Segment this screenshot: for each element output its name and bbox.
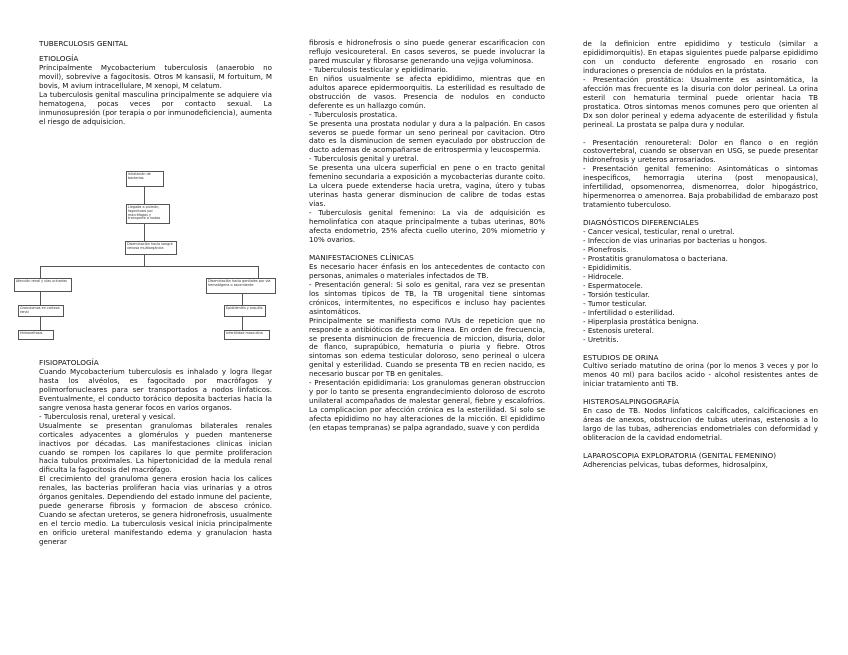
- diagnostico-item: - Hidrocele.: [583, 271, 624, 281]
- col2-paragraph: - Tuberculosis testicular y epididimario.: [309, 64, 448, 74]
- flowchart-label: Llegada a pulmón, fagocitosis por macrófagos y transporte a nodos: [128, 205, 161, 221]
- diagnostico-item: - Infeccion de vias urinarias por bacterias u hongos.: [583, 236, 768, 246]
- flowchart-box: [126, 171, 164, 187]
- col3-paragraph: - Presentación renoureteral: Dolor en flanco o en región costovertebral, cuando se observan en USG, se puede presentar hidronefrosis y ureteros arrosariados.: [583, 137, 818, 165]
- col2-paragraph: Se presenta una prostata nodular y dura a la palpación. En casos severos se puede formar un seno perineal por cavitacion. Otro dato es la disminucion de semen eyaculado por obstruccion de ducto ademas de acompañarse de eritrospermia y leucospermia.: [309, 118, 545, 155]
- manifestaciones-paragraph: Es necesario hacer énfasis en los antecedentes de contacto con personas, animales o materiales infectados de TB.: [309, 261, 545, 280]
- laparoscopia-heading: LAPAROSCOPIA EXPLORATORIA (GENITAL FEMENINO): [583, 451, 777, 461]
- diagnostico-item: - Hiperplasia prostática benigna.: [583, 316, 699, 326]
- col3-paragraph: de la definicion entre epididimo y testiculo (similar a epididimorquitis). En etapas siguientes puede palparse epididimo con un conducto deferente engrosado en rosario con induraciones o presencia de nódulos en la próstata.: [583, 39, 818, 75]
- column-2: [309, 39, 545, 433]
- diagnostico-item: - Torsión testicular.: [583, 289, 650, 299]
- histerosalpingografia-paragraph: En caso de TB. Nodos linfaticos calcificados, calcificaciones en áreas de anexos, obstruccion de tubas uterinas, estenosis a lo largo de las tubas, adherencias endometriales con deformidad y obliteracion de la cavidad endometrial.: [583, 406, 818, 443]
- estudios-orina-heading: ESTUDIOS DE ORINA: [583, 352, 659, 362]
- column-3: [583, 40, 818, 470]
- flowchart-box: [18, 330, 54, 340]
- flowchart-box: [125, 241, 177, 255]
- fisiopatologia-paragraph-1: Cuando Mycobacterium tuberculosis es inhalado y logra llegar hasta los alvéolos, es fagocitado por macrófagos y polimorfonucleares para ser transportados a nodos linfaticos. Eventualmente, el conducto torácico deposita bacterias hacia la sangre venosa hasta generar focos en varios organos.: [39, 366, 272, 412]
- col2-paragraph: fibrosis e hidronefrosis o sino puede generar escarificacion con reflujo vesicoureteral. En casos severos, se puede involucrar la pared muscular y fibrosarse generando una vejiga voluminosa.: [309, 38, 545, 65]
- flowchart-box: [224, 330, 270, 340]
- col2-paragraph: En niños usualmente se afecta epididimo, mientras que en adultos aparece epidermoorquitis. La esterilidad es resultado de obstrucción de vasos. Presencia de nodulos en conducto deferente es un hallazgo común.: [309, 73, 545, 110]
- manifestaciones-paragraph: - Presentación epididimaria: Los granulomas generan obstruccion y por lo tanto se presenta engrandecimiento doloroso de escroto unilateral acompañados de malestar general, fiebre y escalofrios. La complicacion por afección crónica es la esterilidad. Si solo se afecta epididimo no hay alteraciones de la micción. El epididimo (en etapas tempranas) se palpa agrandado, suave y con perdida: [309, 378, 545, 433]
- diagnostico-item: - Tumor testicular.: [583, 298, 647, 308]
- flowchart-label: Diseminación hacia genitales por vía hematógena o ascendente: [208, 279, 271, 287]
- diagnostico-item: - Prostatitis granulomatosa o bacteriana.: [583, 253, 728, 263]
- col3-paragraph: - Presentación prostática: Usualmente es asintomática, la afección mas frecuente es la disuria con dolor perineal. La orina esteril con hematuria terminal puede orientar hacia TB prostatica. Otros sintomas menos comunes pero que orienten al Dx son dolor perineal y edema adyacente de esterilidad y fistula perineal. La prostata se palpa dura y nodular.: [583, 74, 818, 129]
- manifestaciones-paragraph: Principalmente se manifiesta como IVUs de repeticion que no responde a antibióticos de primera linea. En orden de frecuencia, se presenta disminucion de frecuencia de miccion, disuria, dolor de flanco, suprapúbico, hematuria o piuria y fiebre. Otros sintomas son edema testicular doloroso, seno perineal o ulcera genital y esterilidad. Cuando se presenta TB en recien nacido, es necesario buscar por TB en genitales.: [309, 315, 545, 379]
- diagnostico-item: - Pionefrosis.: [583, 245, 629, 255]
- col2-paragraph: - Tuberculosis genital femenino: La via de adquisición es hemolinfatica con ataque principalmente a tubas uterinas, 80% afecta endometrio, 25% afecta cuello uterino, 20% miometrio y 10% ovarios.: [309, 208, 545, 244]
- column-1-lower: [39, 359, 272, 547]
- document-title: TUBERCULOSIS GENITAL: [39, 39, 128, 48]
- etiologia-paragraph-1: Principalmente Mycobacterium tuberculosis (anaerobio no movil), sobrevive a fagocitosis. Otros M kansasii, M fortuitum, M bovis, M avium intracellulare, M xenopi, M celatum.: [39, 62, 272, 90]
- fisiopatologia-paragraph-2: - Tuberculosis renal, ureteral y vesical.: [39, 411, 176, 421]
- diagnostico-item: - Cancer vesical, testicular, renal o uretral.: [583, 227, 735, 237]
- flowchart-label: Epididimitis y orquitis: [226, 306, 263, 310]
- diagnostico-item: - Infertilidad o esterilidad.: [583, 307, 675, 317]
- laparoscopia-paragraph: Adherencias pelvicas, tubas deformes, hidrosalpinx,: [583, 460, 768, 470]
- flowchart-box: [126, 204, 170, 224]
- flowchart-label: Inhalación de bacterias: [128, 172, 151, 180]
- pathophysiology-flowchart: [12, 165, 282, 345]
- flowchart-box: [206, 278, 276, 294]
- flowchart-box: [14, 278, 72, 292]
- histerosalpingografia-heading: HISTEROSALPINGOGRAFÍA: [583, 397, 680, 407]
- col3-paragraph: - Presentación genital femenino: Asintomáticas o sintomas inespecificos, hemorragia uterina (post menopausica), infertilidad, opsomenorrea, dismenorrea, dolor hipogástrico, hipermenorrea o amenorrea. Baja probabilidad de embarazo post tratamiento tuberculoso.: [583, 164, 818, 210]
- diagnostico-item: - Espermatocele.: [583, 280, 643, 290]
- diagnostico-item: - Estenosis ureteral.: [583, 325, 654, 335]
- manifestaciones-paragraph: - Presentación general: Si solo es genital, rara vez se presentan los sintomas tipicos de TB, la TB urogenital tiene sintomas crónicos, intermitentes, no especificos e incluso hay pacientes asintomáticos.: [309, 279, 545, 316]
- flowchart-label: Diseminación hacia sangre venosa multiorgánica: [127, 242, 173, 250]
- etiologia-heading: ETIOLOGÍA: [39, 53, 79, 63]
- column-1: [39, 40, 272, 127]
- estudios-orina-paragraph: Cultivo seriado matutino de orina (por lo menos 3 veces y por lo menos 40 ml) para bacilos acido - alcohol resistentes antes de iniciar tratamiento anti TB.: [583, 361, 818, 389]
- col2-paragraph: Se presenta una ulcera superficial en pene o en tracto genital femenino secundaria a exposición a mycobacterias durante coito. La ulcera puede extenderse hacia uretra, vagina, útero y tubas uterinas hasta generar disminucion de calibre de todas estas vias.: [309, 163, 545, 209]
- flowchart-label: Hidronefrosis: [20, 331, 43, 335]
- diagnostico-item: - Uretritis.: [583, 334, 619, 344]
- flowchart-label: Infertilidad masculina: [226, 331, 263, 335]
- flowchart-label: Afección renal y vías urinarias: [16, 279, 67, 283]
- fisiopatologia-heading: FISIOPATOLOGÍA: [39, 358, 99, 367]
- diagnosticos-list: [583, 228, 818, 344]
- fisiopatologia-paragraph-3: Usualmente se presentan granulomas bilaterales renales corticales adyacentes a glomérulos y pueden mantenerse inactivos por décadas. Las manifestaciones clinicas inician cuando se rompen los capilares lo que permite proliferacion hacia tubulos proximales. La hipertonicidad de la medula renal dificulta la fagocitosis del macrófago.: [39, 420, 272, 475]
- diagnostico-item: - Epididimitis.: [583, 262, 632, 272]
- fisiopatologia-paragraph-4: El crecimiento del granuloma genera erosion hacia los calices renales, las bacterias proliferan hacia vias urinarias y a otros órganos genitales. Dependiendo del estado inmune del paciente, puede generarse fibrosis y formacion de absceso crónico. Cuando se afectan ureteros, se genera hidronefrosis, usualmente en el tercio medio. La tuberculosis vesical inicia principalmente en orificio ureteral manifestando edema y granulacion hasta generar: [39, 474, 272, 547]
- manifestaciones-heading: MANIFESTACIONES CLÍNICAS: [309, 252, 414, 262]
- etiologia-paragraph-2: La tuberculosis genital masculina principalmente se adquiere via hematogena, pocas veces por contacto sexual. La inmunosupresión (por terapia o por inmunodeficiencia), aumenta el riesgo de adquisicion.: [39, 89, 272, 126]
- flowchart-label: Granulomas en corteza renal: [20, 306, 60, 314]
- flowchart-box: [224, 305, 266, 317]
- flowchart-box: [18, 305, 64, 317]
- diagnosticos-heading: DIAGNÓSTICOS DIFERENCIALES: [583, 218, 699, 228]
- col2-paragraph: - Tuberculosis prostatica.: [309, 109, 398, 119]
- col2-paragraph: - Tuberculosis genital y uretral.: [309, 154, 419, 164]
